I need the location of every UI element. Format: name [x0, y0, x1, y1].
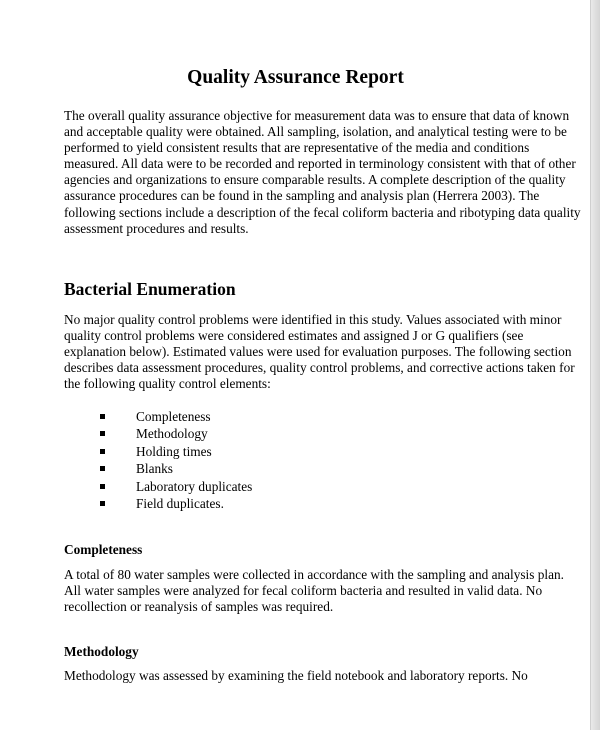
page-edge-shadow — [590, 0, 600, 730]
intro-line: assurance procedures can be found in the sampling and analysis plan (Herrera 2003). The — [64, 188, 540, 204]
list-item-label: Laboratory duplicates — [136, 478, 253, 494]
intro-line: following sections include a description of the fecal coliform bacteria and ribotyping data quality — [64, 204, 581, 220]
bacterial-enumeration-paragraph — [64, 312, 575, 392]
bullet-icon — [100, 501, 105, 506]
section-line: quality control problems were considered estimates and assigned J or G qualifiers (see — [64, 328, 524, 344]
list-item-label: Completeness — [136, 409, 211, 424]
section-line: the following quality control elements: — [64, 376, 271, 392]
intro-line: performed to yield consistent results that are representative of the media and conditions — [64, 140, 530, 156]
list-item-label: Methodology — [136, 426, 208, 442]
list-item-label: Holding times — [136, 443, 212, 459]
list-item-label: Blanks — [136, 461, 173, 477]
methodology-paragraph — [64, 668, 528, 684]
section-heading-bacterial-enumeration: Bacterial Enumeration — [64, 279, 236, 299]
bullet-icon — [100, 466, 105, 471]
intro-line: measured. All data were to be recorded and reported in terminology consistent with that of other — [64, 156, 576, 172]
bullet-icon — [100, 449, 105, 454]
subheading-completeness: Completeness — [64, 542, 143, 557]
intro-line: agencies and organizations to ensure comparable results. A complete description of the quality — [64, 172, 566, 188]
bullet-icon — [100, 484, 105, 489]
completeness-line: recollection or reanalysis of samples was required. — [64, 599, 334, 615]
section-line: describes data assessment procedures, quality control problems, and corrective actions taken for — [64, 360, 575, 376]
intro-line: assessment procedures and results. — [64, 220, 249, 236]
intro-line: and acceptable quality were obtained. All sampling, isolation, and analytical testing were to be — [64, 124, 567, 140]
list-item-label: Field duplicates. — [136, 495, 224, 511]
completeness-paragraph — [64, 567, 564, 615]
section-line: explanation below). Estimated values were used for evaluation purposes. The following section — [64, 344, 572, 360]
completeness-line: A total of 80 water samples were collected in accordance with the sampling and analysis plan. — [64, 567, 564, 582]
bullet-icon — [100, 431, 105, 436]
intro-paragraph — [64, 108, 581, 237]
methodology-line: Methodology was assessed by examining the field notebook and laboratory reports. No — [64, 668, 528, 683]
report-title: Quality Assurance Report — [187, 67, 404, 88]
intro-line: The overall quality assurance objective for measurement data was to ensure that data of known — [64, 108, 570, 123]
subheading-methodology: Methodology — [64, 644, 139, 659]
section-line: No major quality control problems were identified in this study. Values associated with minor — [64, 312, 562, 327]
bullet-icon — [100, 414, 105, 419]
completeness-line: All water samples were analyzed for fecal coliform bacteria and resulted in valid data. No — [64, 583, 543, 599]
